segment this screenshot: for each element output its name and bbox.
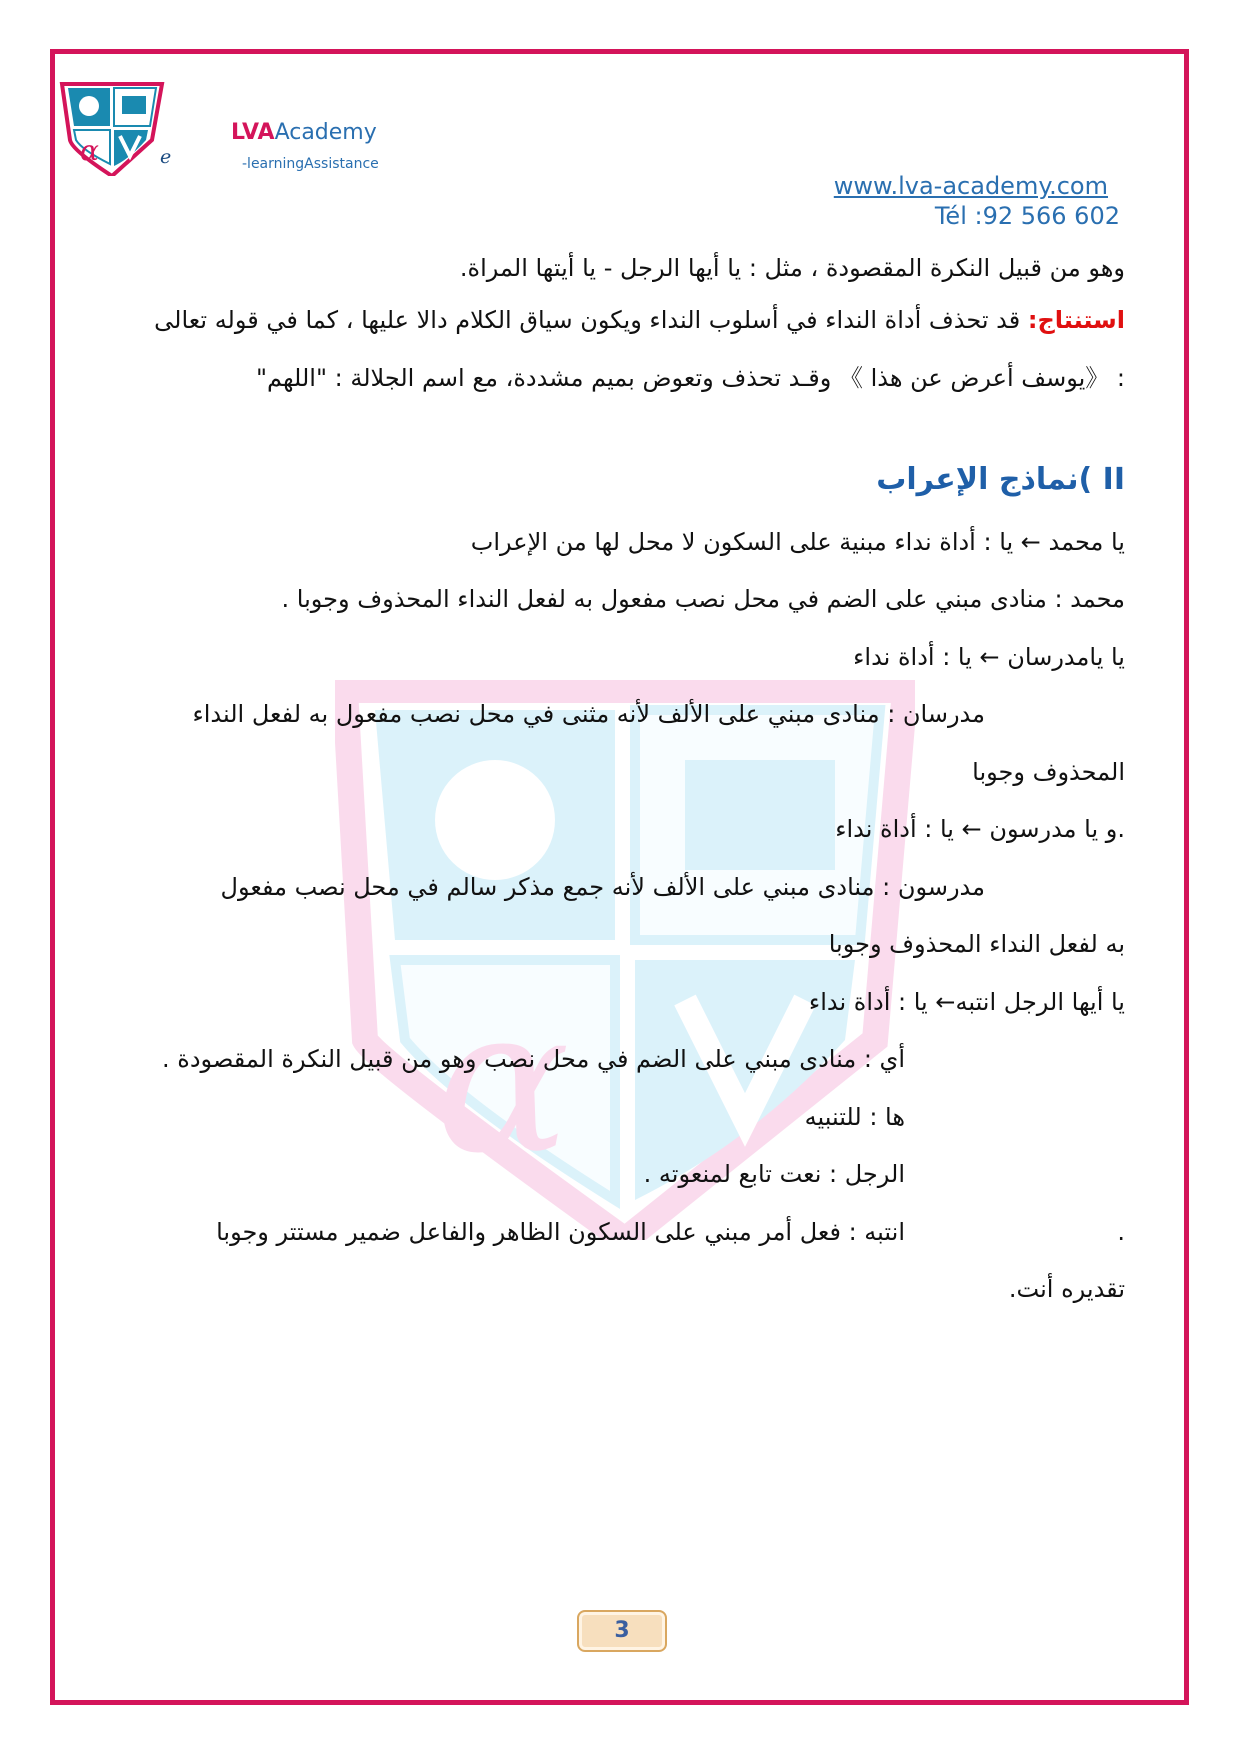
text-line-17: تقديره أنت. xyxy=(1008,1275,1125,1303)
text-line-14: ها : للتنبيه xyxy=(804,1103,905,1131)
lva-academy-logo xyxy=(58,80,166,176)
page-number: 3 xyxy=(577,1610,667,1652)
conclusion-label: استنتاج: xyxy=(1027,306,1125,334)
website-link[interactable]: www.lva-academy.com xyxy=(833,172,1108,200)
text-line-conclusion xyxy=(154,306,1125,334)
text-line-3: : 《يوسف أعرض عن هذا 》 وقـد تحذف وتعوض بميم مشددة، مع اسم الجلالة : "اللهم" xyxy=(255,364,1125,392)
text-line-8: المحذوف وجوبا xyxy=(972,758,1125,786)
phone-number: Tél :92 566 602 xyxy=(934,202,1120,230)
svg-text:α: α xyxy=(80,134,99,167)
brand-name xyxy=(231,120,377,145)
text-line-12: يا أيها الرجل انتبه← يا : أداة نداء xyxy=(808,988,1125,1016)
text-line-6: يا يامدرسان ← يا : أداة نداء xyxy=(853,643,1125,671)
text-line-9: .و يا مدرسون ← يا : أداة نداء xyxy=(835,815,1125,843)
text-line-15: الرجل : نعت تابع لمنعوته . xyxy=(643,1160,905,1188)
text-line-5: محمد : منادى مبني على الضم في محل نصب مفعول به لفعل النداء المحذوف وجوبا . xyxy=(281,585,1125,613)
conclusion-text: قد تحذف أداة النداء في أسلوب النداء ويكون سياق الكلام دالا عليها ، كما في قوله تعالى xyxy=(154,306,1028,334)
brand-lva: LVA xyxy=(231,120,275,145)
text-line-10: مدرسون : منادى مبني على الألف لأنه جمع مذكر سالم في محل نصب مفعول xyxy=(220,873,985,901)
text-line-4: يا محمد ← يا : أداة نداء مبنية على السكون لا محل لها من الإعراب xyxy=(470,528,1125,556)
text-line-13: أي : منادى مبني على الضم في محل نصب وهو من قبيل النكرة المقصودة . xyxy=(162,1045,905,1073)
text-line-16: انتبه : فعل أمر مبني على السكون الظاهر والفاعل ضمير مستتر وجوبا xyxy=(216,1218,905,1246)
logo-watermark xyxy=(335,680,915,1240)
text-line-16-dot: . xyxy=(1117,1218,1125,1246)
text-line-7: مدرسان : منادى مبني على الألف لأنه مثنى في محل نصب مفعول به لفعل النداء xyxy=(192,700,985,728)
svg-text:α: α xyxy=(435,965,571,1198)
brand-academy: Academy xyxy=(274,120,377,145)
text-line-1: وهو من قبيل النكرة المقصودة ، مثل : يا أيها الرجل - يا أيتها المراة. xyxy=(459,254,1125,282)
logo-letter: e xyxy=(160,146,172,168)
section-heading: II )نماذج الإعراب xyxy=(876,462,1125,497)
text-line-11: به لفعل النداء المحذوف وجوبا xyxy=(828,930,1125,958)
brand-tagline: -learningAssistance xyxy=(242,156,379,172)
